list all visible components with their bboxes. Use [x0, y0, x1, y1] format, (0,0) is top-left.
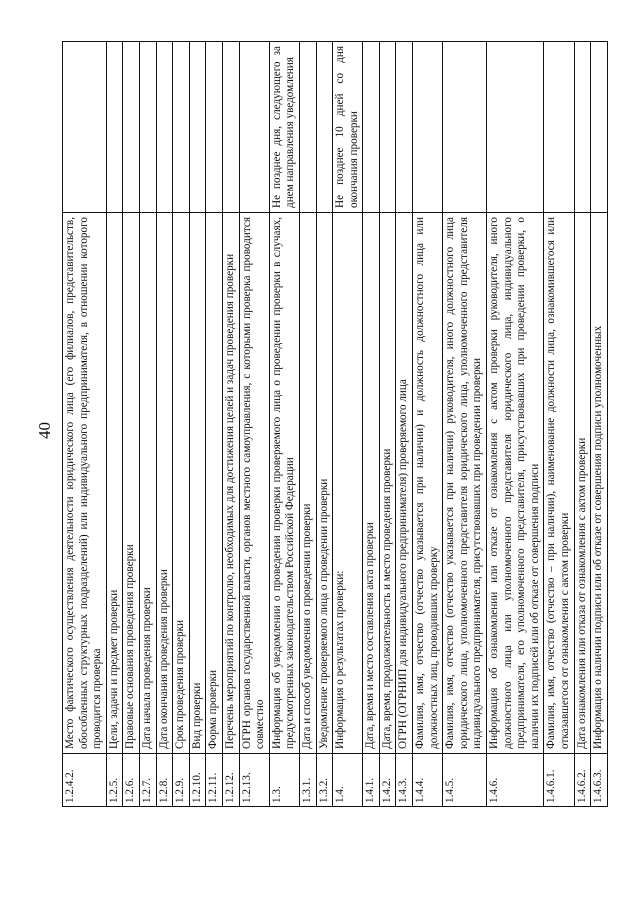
table-row — [122, 42, 139, 806]
row-number: 1.4.3. — [396, 753, 412, 806]
table-row — [362, 42, 379, 806]
row-description: Дата начала проведения проверки — [140, 212, 156, 753]
requirements-table — [62, 41, 608, 807]
table-row — [139, 42, 156, 806]
row-number: 1.2.10. — [190, 753, 206, 806]
table-row — [442, 42, 486, 806]
row-description: Вид проверки — [190, 212, 206, 753]
row-deadline: Не позднее дня, следующего за днем направления уведомления — [270, 46, 297, 208]
table-row — [63, 42, 106, 806]
row-description: Дата окончания проведения проверки — [157, 212, 173, 753]
row-number: 1.3.2. — [317, 753, 333, 806]
row-description: Дата ознакомления или отказа от ознакомления с актом проверки — [575, 212, 591, 753]
row-description: Информация о наличии подписи или об отказе от совершения подписи уполномоченных — [591, 212, 607, 753]
row-number: 1.4.6.1. — [544, 753, 573, 806]
row-deadline — [396, 42, 412, 212]
table-row — [412, 42, 442, 806]
row-number: 1.2.6. — [123, 753, 139, 806]
row-description: Информация об ознакомлении или отказе от ознакомления с актом проверки руководителя, иного должностного лица или уполномоченного представителя юридического лица, индивидуального предпринимателя, его уполномоченного представителя, присутствовавших при проведении проверки, о наличии их подписей или об отказе от совершения подписи — [487, 212, 543, 753]
row-number: 1.2.7. — [140, 753, 156, 806]
row-deadline — [206, 42, 222, 212]
table-row — [172, 42, 189, 806]
row-deadline — [223, 42, 239, 212]
row-number: 1.4.5. — [443, 753, 486, 806]
table-row — [486, 42, 543, 806]
table-row — [156, 42, 173, 806]
row-number: 1.4.6.3. — [591, 753, 607, 806]
row-description: Фамилия, имя, отчество (отчество указывается при наличии) и должность должностного лица или должностных лиц, проводивших проверку — [413, 212, 442, 753]
row-deadline — [300, 42, 316, 212]
row-description: Цели, задачи и предмет проверки — [107, 212, 123, 753]
table-row — [189, 42, 206, 806]
row-deadline — [413, 42, 442, 212]
row-description: Информация о результатах проверки: — [333, 212, 362, 753]
row-description: Перечень мероприятий по контролю, необходимых для достижения целей и задач проведения проверки — [223, 212, 239, 753]
row-number: 1.2.11. — [206, 753, 222, 806]
row-description: Информация об уведомлении о проведении проверки проверяемого лица о проведении проверки в случаях, предусмотренных законодательством Российской Федерации — [270, 212, 299, 753]
row-number: 1.4.6.2. — [575, 753, 591, 806]
row-description: Фамилия, имя, отчество (отчество – при наличии), наименование должности лица, ознакомившегося или отказавшегося от ознакомления с актом проверки — [544, 212, 573, 753]
row-description: Дата, время, продолжительность и место проведения проверки — [380, 212, 396, 753]
row-deadline — [63, 42, 106, 212]
table-row — [332, 42, 362, 806]
table-row — [395, 42, 412, 806]
row-description: Срок проведения проверки — [173, 212, 189, 753]
row-description: Уведомление проверяемого лица о проведении проверки — [317, 212, 333, 753]
row-number: 1.2.5. — [107, 753, 123, 806]
table-row — [222, 42, 239, 806]
row-deadline — [443, 42, 486, 212]
row-number: 1.4.2. — [380, 753, 396, 806]
table-row — [574, 42, 591, 806]
table-row — [543, 42, 573, 806]
row-deadline: Не позднее 10 дней со дня окончания проверки — [334, 46, 360, 208]
table-row — [316, 42, 333, 806]
row-deadline — [107, 42, 123, 212]
row-number: 1.3. — [270, 753, 299, 806]
row-number: 1.2.12. — [223, 753, 239, 806]
row-number: 1.2.13. — [240, 753, 269, 806]
row-description: ОГРН (ОГРНИП для индивидуального предпринимателя) проверяемого лица — [396, 212, 412, 753]
row-deadline — [575, 42, 591, 212]
row-number: 1.4.6. — [487, 753, 543, 806]
row-description: Дата, время и место составления акта проверки — [363, 212, 379, 753]
row-deadline — [190, 42, 206, 212]
row-deadline — [317, 42, 333, 212]
table-row — [590, 42, 607, 806]
row-deadline — [487, 42, 543, 212]
table-row — [379, 42, 396, 806]
row-deadline — [591, 42, 607, 212]
table-row — [205, 42, 222, 806]
row-deadline — [173, 42, 189, 212]
row-number: 1.4. — [333, 753, 362, 806]
row-deadline — [157, 42, 173, 212]
row-number: 1.2.4.2. — [63, 753, 106, 806]
row-deadline — [380, 42, 396, 212]
table-row — [239, 42, 269, 806]
row-description: Правовые основания проведения проверки — [123, 212, 139, 753]
table-row — [106, 42, 123, 806]
page-number: 40 — [35, 422, 54, 439]
row-deadline — [544, 42, 573, 212]
row-description: Фамилия, имя, отчество (отчество указывается при наличии) руководителя, иного должностного лица юридического лица, уполномоченного представителя юридического лица, уполномоченного представителя индивидуального предпринимателя, присутствовавших при проведении проверки — [443, 212, 486, 753]
row-number: 1.2.8. — [157, 753, 173, 806]
row-description: Дата и способ уведомления о проведении проверки — [300, 212, 316, 753]
row-deadline — [123, 42, 139, 212]
row-description: Место фактического осуществления деятельности юридического лица (его филиалов, представительств, обособленных структурных подразделений) или индивидуального предпринимателя, в отношении которого проводится проверка — [63, 212, 106, 753]
row-deadline — [240, 42, 269, 212]
row-number: 1.3.1. — [300, 753, 316, 806]
row-description: ОГРН органов государственной власти, органов местного самоуправления, с которыми проверка проводится совместно — [240, 212, 269, 753]
row-deadline — [363, 42, 379, 212]
row-number: 1.4.1. — [363, 753, 379, 806]
table-row — [299, 42, 316, 806]
row-description: Форма проверки — [206, 212, 222, 753]
row-number: 1.4.4. — [413, 753, 442, 806]
table-row — [269, 42, 299, 806]
row-deadline — [140, 42, 156, 212]
row-number: 1.2.9. — [173, 753, 189, 806]
